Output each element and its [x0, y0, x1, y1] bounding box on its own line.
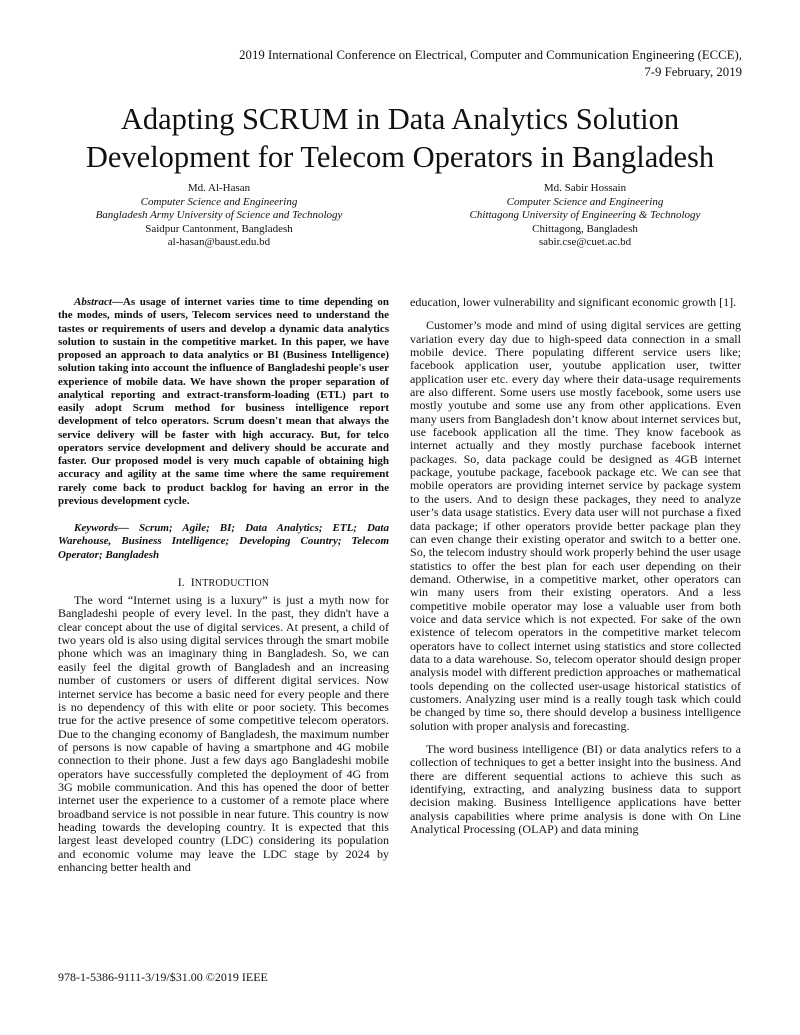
- author-email: al-hasan@baust.edu.bd: [167, 236, 271, 249]
- paragraph-customer-mode: Customer’s mode and mind of using digital services are getting variation every day due to high-speed data connection in a small mobile device. There populating different service users like; facebook application user, youtube application user, twitter application user etc. every day where their data-usage requirements are also different. Some users use mostly facebook, some users use mostly youtube and some use any from other applications. Even many users from Bangladesh don’t know about internet services but, use facebook application all the time. They know facebook as internet actually and they mostly purchase facebook internet packages. So, data package could be designed as 4GB internet package, youtube package, facebook package etc. We can see that mobile operators are providing internet service by package system to the users. And to design these packages, they need to analyze user’s data usage statistics. Every data user will not purchase a fixed data package; if other operators provide better package plan they can even change their existing operator and switch to a better one. So, the telecom industry should work properly behind the user usage statistics to offer the best plan for each user depending on their demand. Otherwise, in a competitive market, other operators can win many users from their existing operators. And a less competitive mobile operator may lose a valuable user from both voice and data service which is not expected. For sake of the own existence of telecom operators in the competitive market telecom operators have to collect internet using statistics and store collected data to a data warehouse. So, telecom operator should design proper analysis model with different prediction approaches or mathematical tools depending on the collected user-usage historical statistics of customers. Analyzing user mind is a really tough task which could be changed by time so, there should develop a business intelligence solution with proper analysis and forecasting.: [410, 318, 741, 733]
- author-location: Chittagong, Bangladesh: [532, 222, 638, 235]
- right-column: [410, 296, 741, 836]
- keywords: [58, 522, 389, 562]
- author-university: Bangladesh Army University of Science and Technology: [95, 209, 343, 222]
- section-title-rest: NTRODUCTION: [194, 577, 270, 589]
- paragraph-continuation: education, lower vulnerability and significant economic growth [1].: [410, 295, 737, 309]
- author-location: Saidpur Cantonment, Bangladesh: [145, 222, 293, 235]
- author-block-2: [420, 182, 750, 250]
- left-column: [58, 296, 389, 874]
- author-name: Md. Sabir Hossain: [543, 182, 627, 194]
- conference-header: [239, 47, 742, 81]
- author-name: Md. Al-Hasan: [187, 182, 251, 194]
- abstract-text: —As usage of internet varies time to time depending on the modes, minds of users, Telecom services need to understand the tastes or requirements of users and develop a dynamic data analytics solution to sustain in the competitive market. In this paper, we have proposed an approach to data analytics or BI (Business Intelligence) solution taking into account the influence of Bangladeshi people's user experience of mobile data. We have shown the proper separation of analytical reporting and extract-transform-loading (ETL) part to easily adopt Scrum method for business intelligence report development of telco operators. Scrum doesn't mean that always the service delivery will be faster with high accuracy. But, for telco operators service development and delivery should be accurate and faster. Our proposed model is very much capable of obtaining high accuracy and agility at the same time where the same requirement rarely come back to product backlog for having an error in the previous development cycle.: [58, 296, 389, 507]
- conference-line-1: 2019 International Conference on Electrical, Computer and Communication Engineering (ECCE),: [239, 48, 742, 62]
- title-line-2: Development for Telecom Operators in Bangladesh: [85, 140, 715, 174]
- paragraph-business-intelligence: The word business intelligence (BI) or data analytics refers to a collection of techniques to get a better insight into the business. And there are different sequential actions to achieve this such as identifying, extracting, and analyzing business data to support decision making. Business Intelligence applications have better analysis capabilities where prime analysis is done with On Line Analytical Processing (OLAP) and data mining: [410, 742, 741, 837]
- author-department: Computer Science and Engineering: [140, 195, 298, 208]
- abstract: [58, 296, 389, 508]
- conference-line-2: 7-9 February, 2019: [644, 65, 742, 79]
- author-email: sabir.cse@cuet.ac.bd: [538, 236, 632, 249]
- author-university: Chittagong University of Engineering & Technology: [469, 209, 701, 222]
- author-department: Computer Science and Engineering: [506, 195, 664, 208]
- intro-paragraph-1: The word “Internet using is a luxury” is just a myth now for Bangladeshi people of every level. In the past, they didn't have a clear concept about the use of digital services. At present, a child of two years old is also using digital services through the smart mobile phone which was an imaginary thing in Bangladesh. So, we can easily feel the digital growth of Bangladesh and an increasing number of customers or users of different digital services. Now internet service has become a basic need for every people and there is no dependency of this with elite or poor society. This becomes true for the active presence of some competitive telecom operators. Due to the changing economy of Bangladesh, the maximum number of persons is now capable of having a smartphone and 4G mobile connection to their phone. Just a few days ago Bangladeshi mobile operators have successfully completed the deployment of 4G from 3G mobile communication. And this has opened the door of better internet user the experience to a customer of a remote place where broadband service is not possible in near future. This country is now heading towards the developing country. It is expected that this largest least developed country (LDC) considering its population and economic volume may leave the LDC stage by 2024 by enhancing better health and: [58, 593, 389, 874]
- section-heading-introduction: [58, 576, 389, 590]
- title-line-1: Adapting SCRUM in Data Analytics Solution: [120, 102, 680, 136]
- author-block-1: [54, 182, 384, 250]
- abstract-label: Abstract: [74, 296, 112, 308]
- section-first-letter: I: [190, 574, 195, 589]
- footer-copyright: 978-1-5386-9111-3/19/$31.00 ©2019 IEEE: [58, 970, 268, 984]
- keywords-label: Keywords: [74, 522, 118, 534]
- paper-title: [0, 100, 800, 176]
- section-number: I.: [177, 574, 185, 589]
- keywords-text: — Scrum; Agile; BI; Data Analytics; ETL; Data Warehouse, Business Intelligence; Developing Country; Telecom Operator; Bangladesh: [58, 522, 389, 561]
